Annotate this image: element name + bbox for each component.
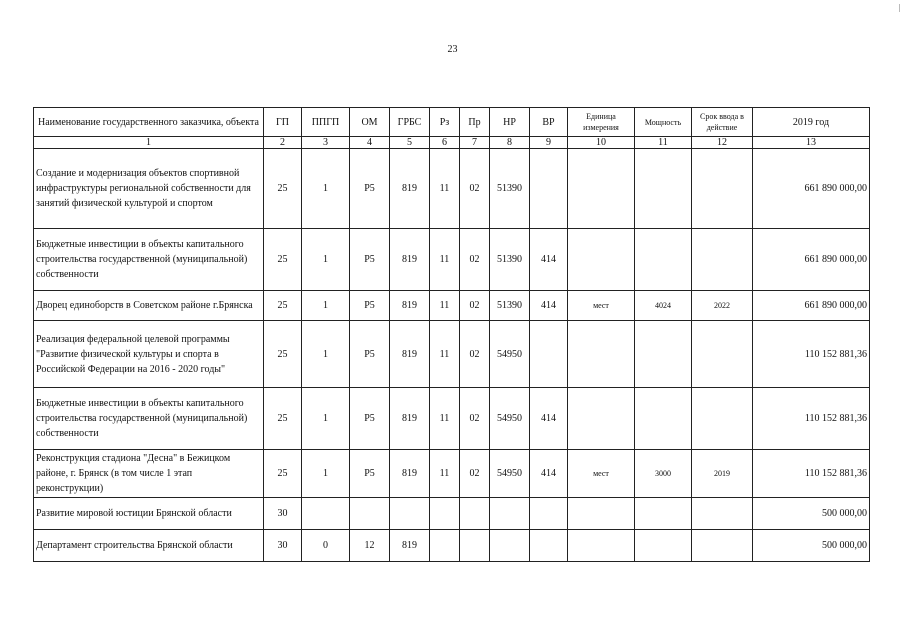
row-amount: 110 152 881,36 [753,450,870,498]
header-ppgp: ППГП [302,108,350,137]
col-number: 8 [490,137,530,149]
row-name: Создание и модернизация объектов спортивной инфраструктуры региональной собственности для занятий физической культурой и спортом [34,149,264,229]
row-amount: 110 152 881,36 [753,321,870,388]
row-gp: 25 [264,149,302,229]
row-power [635,388,692,450]
header-name: Наименование государственного заказчика, объекта [34,108,264,137]
header-term: Срок ввода в действие [692,108,753,137]
row-amount: 500 000,00 [753,498,870,530]
row-rz: 11 [430,149,460,229]
row-power: 4024 [635,291,692,321]
row-rz [430,530,460,562]
row-ppgp: 1 [302,229,350,291]
row-power [635,530,692,562]
row-gp: 30 [264,530,302,562]
row-om [350,498,390,530]
col-number: 1 [34,137,264,149]
row-om: P5 [350,321,390,388]
row-ppgp: 0 [302,530,350,562]
row-term: 2019 [692,450,753,498]
row-nr: 51390 [490,229,530,291]
row-amount: 661 890 000,00 [753,291,870,321]
col-number: 4 [350,137,390,149]
header-grbs: ГРБС [390,108,430,137]
row-rz: 11 [430,291,460,321]
row-vr: 414 [530,291,568,321]
row-pr: 02 [460,388,490,450]
row-rz: 11 [430,388,460,450]
row-name: Бюджетные инвестиции в объекты капитального строительства государственной (муниципальной) собственности [34,229,264,291]
row-term: 2022 [692,291,753,321]
row-grbs [390,498,430,530]
row-nr [490,498,530,530]
header-om: ОМ [350,108,390,137]
row-pr: 02 [460,291,490,321]
row-unit [568,530,635,562]
col-number: 3 [302,137,350,149]
row-grbs: 819 [390,149,430,229]
row-name: Дворец единоборств в Советском районе г.Брянска [34,291,264,321]
budget-table [33,107,870,562]
row-nr: 54950 [490,321,530,388]
row-ppgp: 1 [302,450,350,498]
header-year: 2019 год [753,108,870,137]
row-pr: 02 [460,321,490,388]
row-term [692,149,753,229]
row-power: 3000 [635,450,692,498]
page-number: 23 [447,44,458,55]
row-name: Департамент строительства Брянской области [34,530,264,562]
row-grbs: 819 [390,321,430,388]
row-nr: 51390 [490,149,530,229]
row-pr: 02 [460,229,490,291]
row-om: P5 [350,149,390,229]
row-term [692,498,753,530]
row-term [692,530,753,562]
row-gp: 25 [264,321,302,388]
row-power [635,149,692,229]
row-gp: 30 [264,498,302,530]
row-rz: 11 [430,450,460,498]
row-om: 12 [350,530,390,562]
row-gp: 25 [264,450,302,498]
col-number: 10 [568,137,635,149]
row-grbs: 819 [390,450,430,498]
row-name: Бюджетные инвестиции в объекты капитального строительства государственной (муниципальной) собственности [34,388,264,450]
row-om: P5 [350,450,390,498]
row-amount: 661 890 000,00 [753,229,870,291]
row-pr: 02 [460,149,490,229]
header-vr: ВР [530,108,568,137]
row-pr [460,498,490,530]
header-pr: Пр [460,108,490,137]
table-row [34,388,870,450]
row-term [692,321,753,388]
row-nr: 54950 [490,450,530,498]
table-row [34,498,870,530]
row-gp: 25 [264,388,302,450]
header-row [34,108,870,137]
col-number: 2 [264,137,302,149]
row-power [635,498,692,530]
row-vr: 414 [530,229,568,291]
row-pr [460,530,490,562]
row-vr [530,149,568,229]
table-row [34,229,870,291]
col-number: 7 [460,137,490,149]
row-term [692,388,753,450]
col-number: 5 [390,137,430,149]
row-unit [568,388,635,450]
row-nr: 54950 [490,388,530,450]
row-ppgp [302,498,350,530]
row-ppgp: 1 [302,321,350,388]
row-amount: 110 152 881,36 [753,388,870,450]
row-unit [568,498,635,530]
row-unit: мест [568,291,635,321]
header-gp: ГП [264,108,302,137]
row-grbs: 819 [390,530,430,562]
row-om: P5 [350,291,390,321]
row-ppgp: 1 [302,149,350,229]
row-unit: мест [568,450,635,498]
row-rz [430,498,460,530]
col-number: 6 [430,137,460,149]
row-grbs: 819 [390,229,430,291]
row-name: Реализация федеральной целевой программы "Развитие физической культуры и спорта в Российской Федерации на 2016 - 2020 годы" [34,321,264,388]
row-grbs: 819 [390,388,430,450]
col-number: 12 [692,137,753,149]
row-gp: 25 [264,229,302,291]
row-unit [568,321,635,388]
row-unit [568,229,635,291]
table-row [34,149,870,229]
column-numbers-row [34,137,870,149]
row-ppgp: 1 [302,291,350,321]
row-amount: 661 890 000,00 [753,149,870,229]
row-pr: 02 [460,450,490,498]
row-amount: 500 000,00 [753,530,870,562]
table-row [34,530,870,562]
table-row [34,321,870,388]
row-name: Развитие мировой юстиции Брянской области [34,498,264,530]
header-nr: НР [490,108,530,137]
header-rz: Рз [430,108,460,137]
row-power [635,229,692,291]
row-om: P5 [350,388,390,450]
row-rz: 11 [430,321,460,388]
row-vr: 414 [530,388,568,450]
row-name: Реконструкция стадиона "Десна" в Бежицком районе, г. Брянск (в том числе 1 этап реконструкции) [34,450,264,498]
row-nr [490,530,530,562]
row-power [635,321,692,388]
row-rz: 11 [430,229,460,291]
row-vr: 414 [530,450,568,498]
row-term [692,229,753,291]
row-nr: 51390 [490,291,530,321]
scan-mark [899,4,900,12]
row-grbs: 819 [390,291,430,321]
table-row [34,291,870,321]
col-number: 13 [753,137,870,149]
row-vr [530,321,568,388]
row-ppgp: 1 [302,388,350,450]
row-om: P5 [350,229,390,291]
row-vr [530,530,568,562]
header-power: Мощность [635,108,692,137]
header-unit: Единица измерения [568,108,635,137]
col-number: 11 [635,137,692,149]
table-row [34,450,870,498]
row-unit [568,149,635,229]
col-number: 9 [530,137,568,149]
row-vr [530,498,568,530]
row-gp: 25 [264,291,302,321]
